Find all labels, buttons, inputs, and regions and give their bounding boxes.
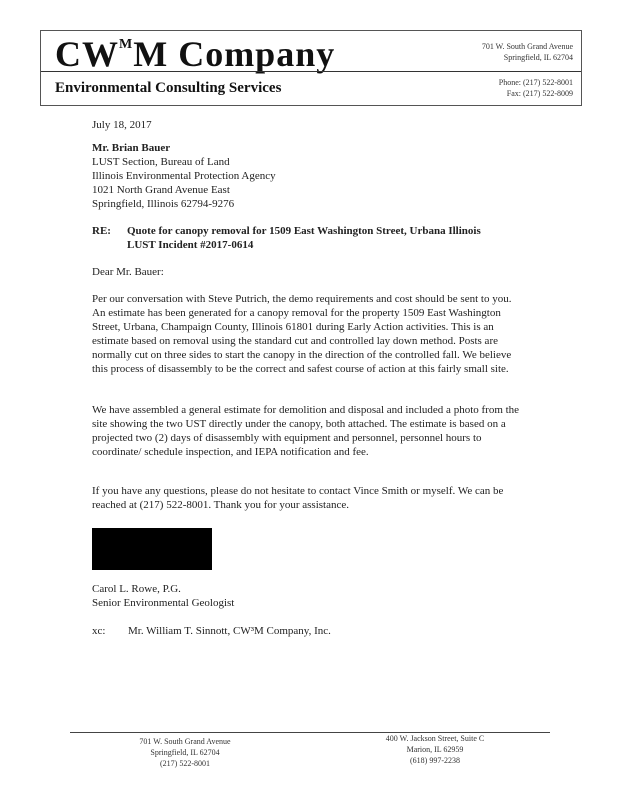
company-name: $CW^MM$ Company [55, 34, 336, 74]
salutation: Dear Mr. Bauer: [92, 266, 164, 278]
re-label: RE: [92, 225, 111, 237]
re-subject: Quote for canopy removal for 1509 East Washington Street, Urbana Illinois LUST Incident #2017-0614 [127, 225, 481, 251]
redacted-signature [92, 528, 212, 570]
company-division: Environmental Consulting Services [55, 80, 282, 96]
letterhead [40, 30, 582, 106]
footer-office-springfield: 701 W. South Grand Avenue Springfield, IL 62704 (217) 522-8001 [139, 737, 231, 768]
letterhead-divider [41, 71, 581, 72]
letterhead-address: 701 W. South Grand Avenue Springfield, IL 62704 [481, 42, 573, 62]
body-paragraph-1: Per our conversation with Steve Putrich, the demo requirements and cost should be sent to you. An estimate has been generated for a canopy removal for the property 1509 East Washington Street, Urbana, Champaign County, Illinois 61801 during Early Action activities. This is an estimate based on removal using the standard cut and controlled lay down method. Posts are normally cut on three sides to start the canopy in the direction of the controlled fall. We believe this process of disassembly to be the correct and safest course of action at this fairly small site. [92, 293, 512, 375]
cc-recipient: Mr. William T. Sinnott, CW³M Company, Inc. [128, 625, 331, 637]
signer-block: Carol L. Rowe, P.G. Senior Environmental Geologist [92, 583, 235, 609]
body-paragraph-3: If you have any questions, please do not hesitate to contact Vince Smith or myself. We can be reached at (217) 522-8001. Thank you for your assistance. [92, 485, 504, 511]
footer-office-marion: 400 W. Jackson Street, Suite C Marion, IL 62959 (618) 997-2238 [385, 734, 485, 765]
letterhead-contact: Phone: (217) 522-8001 Fax: (217) 522-8009 [498, 78, 573, 98]
letter-date: July 18, 2017 [92, 119, 152, 131]
body-paragraph-2: We have assembled a general estimate for demolition and disposal and included a photo from the site showing the two UST directly under the canopy, both attached. The estimate is based on a projected two (2) days of disassembly with equipment and personnel, personnel hours to coordinate/ schedule inspection, and IEPA notification and fee. [92, 404, 520, 458]
cc-label: xc: [92, 625, 106, 637]
recipient-block: Mr. Brian Bauer LUST Section, Bureau of Land Illinois Environmental Protection Agency 1021 North Grand Avenue East Springfield, Illinois 62794-9276 [92, 142, 276, 210]
